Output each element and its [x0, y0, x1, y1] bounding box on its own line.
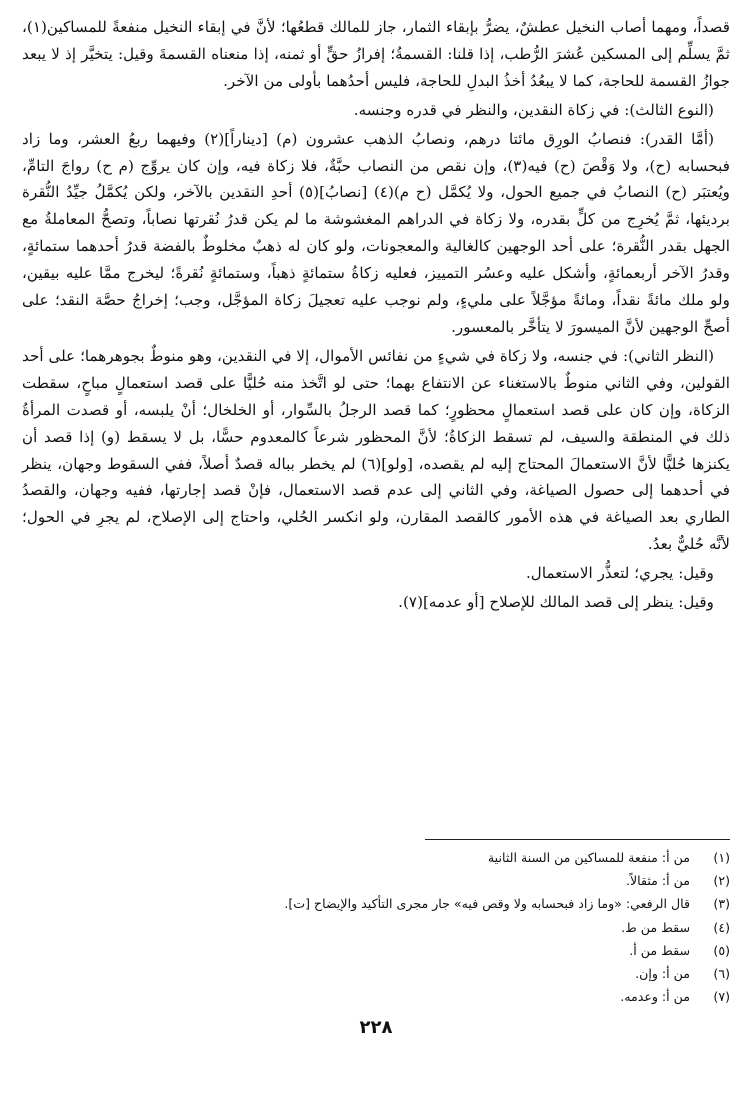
footnote-divider — [425, 839, 730, 840]
footnotes-list — [22, 846, 730, 1008]
footnote-text: سقط من ط. — [621, 919, 690, 935]
section-heading-third-type: (النوع الثالث): في زكاة النقدين، والنظر في قدره وجنسه. — [353, 100, 714, 119]
footnote-number: (١) — [713, 850, 730, 865]
main-text-block — [22, 14, 730, 616]
footnote-item — [22, 846, 730, 869]
footnote-item — [22, 962, 730, 985]
footnote-item — [22, 869, 730, 892]
footnote-number: (٤) — [713, 919, 730, 935]
page-number: ٢٢٨ — [359, 1017, 393, 1038]
footnote-text: من أ: مثقالاً. — [625, 873, 690, 889]
footnote-text: من أ: منفعة للمساكين من السنة الثانية — [487, 850, 690, 865]
footnote-text: من أ: وإن. — [635, 966, 690, 982]
paragraph-opinion-1: وقيل: يجري؛ لتعذُّر الاستعمال. — [525, 564, 714, 583]
footnote-item — [22, 892, 730, 915]
footnote-number: (٢) — [713, 873, 730, 889]
footnote-number: (٦) — [713, 966, 730, 982]
footnote-number: (٥) — [713, 942, 730, 958]
footnote-item — [22, 985, 730, 1008]
footnote-item — [22, 939, 730, 962]
paragraph-opinion-2: وقيل: ينظر إلى قصد المالك للإصلاح [أو عدمه](٧). — [398, 593, 714, 612]
paragraph-second-consideration: (النظر الثاني): في جنسه، ولا زكاة في شيءٍ من نفائس الأموال، إلا في النقدين، وهو منوطٌ بجوهرهما؛ على أحد القولين، وفي الثاني منوطٌ بالاستغناء عن الانتفاع بهما؛ حتى لو اتَّخذ منه حُليًّا على قصد استعمالٍ مباحٍ، سقطت الزكاة، وإن كان على قصد استعمالٍ محظورٍ؛ كما قصد الرجلُ بالسِّوار، أو الخلخال؛ أنْ يلبسه، أو قصدت المرأةُ ذلك في المنطقة والسيف، لم تسقط الزكاةُ؛ لأنَّ المحظور شرعاً كالمعدوم حسًّا، بل لا يسقط (و) إذا قصد أن يكنزها حُليًّا لأنَّ الاستعمالَ المحتاج إليه لم يقصده، [ولو](٦) لم يخطر بباله قصدٌ أصلاً، ففي السقوط وجهان، ينظر في أحدهما إلى حصول الصياغة، وفي الثاني إلى عدم قصد الاستعمال، فإنْ قصد إجارتها، ففيه وجهان، والقصدُ الطاري بعد الصياغة في هذه الأمور كالقصد المقارن، ولو انكسر الحُلي، واحتاج إلى الإصلاح، لم يجرِ في الحول؛ لأنَّه حُليٌّ بعدُ. — [22, 346, 730, 554]
paragraph-1: قصداً، ومهما أصاب النخيل عطشٌ، يضرُّ بإبقاء الثمار، جاز للمالك قطعُها؛ لأنَّ في إبقاء النخيل منفعةً للمساكين(١)، ثمَّ يسلِّم إلى المسكين عُشرَ الرُّطب، إذا قلنا: القسمةُ؛ إفرازُ حقٍّ أو ثمنه، إذا منعناه القسمةَ وقيل: يتخيَّر إذ لا يبعد جوازُ القسمة للحاجة، كما لا يبعُدُ أخذُ البدلِ للحاجة، فليس أحدُهما بأولى من الآخر. — [22, 18, 730, 90]
footnote-text: سقط من أ. — [629, 942, 690, 958]
footnote-item — [22, 916, 730, 939]
paragraph-amount: (أمَّا القدر): فنصابُ الورِق مائتا درهم، ونصابُ الذهب عشرون (م) [ديناراً](٢) وفيهما ربعُ العشر، وما زاد فبحسابه (ح)، ولا وَقْصَ (ح) فيه(٣)، وإن نقص من النصاب حبَّةٌ، فلا زكاة فيه، وإن كان يروِّج (م ح) رواجَ التامِّ، ويُعتبَر (ح) النصابُ في جميع الحول، ولا يُكمَّل (ح م)(٤) [نصابُ](٥) أحدِ النقدين بالآخر، ولكن يُكمَّلُ جيِّدُ النُّقرة برديئها، ثمَّ يُخرِج من كلٍّ بقدره، ولا زكاة في الدراهم المغشوشة ما لم يكن قدرُ نُقرتها نصاباً، وتصحُّ المعاملةُ مع الجهل بقدر النُّقرة؛ على أحد الوجهين كالغالية والمعجونات، ولو كان له ذهبٌ مخلوطٌ بالفضة قدرُ أحدهما ستمائةٍ، وقدرُ الآخر أربعمائةٍ، وأشكل عليه وعسُر التمييز، فعليه زكاةُ ستمائةٍ ذهباً، وستمائةٍ نُقرةً؛ ليخرج ممَّا عليه بيقين، ولو ملك مائةً نقداً، ومائةً مؤجَّلاً على مليءٍ، ولم نوجب عليه تعجيلَ زكاة المؤجَّل، وجب؛ إخراجُ حصَّة النقد؛ على أصحِّ الوجهين لأنَّ الميسورَ لا يتأخَّر بالمعسور. — [22, 129, 731, 336]
footnote-text: قال الرفعي: «وما زاد فبحسابه ولا وقص فيه» جار مجرى التأكيد والإيضاح [ت]. — [284, 896, 690, 912]
footnote-number: (٣) — [713, 896, 730, 912]
footnote-number: (٧) — [713, 989, 730, 1005]
footnote-text: من أ: وعدمه. — [620, 989, 690, 1005]
